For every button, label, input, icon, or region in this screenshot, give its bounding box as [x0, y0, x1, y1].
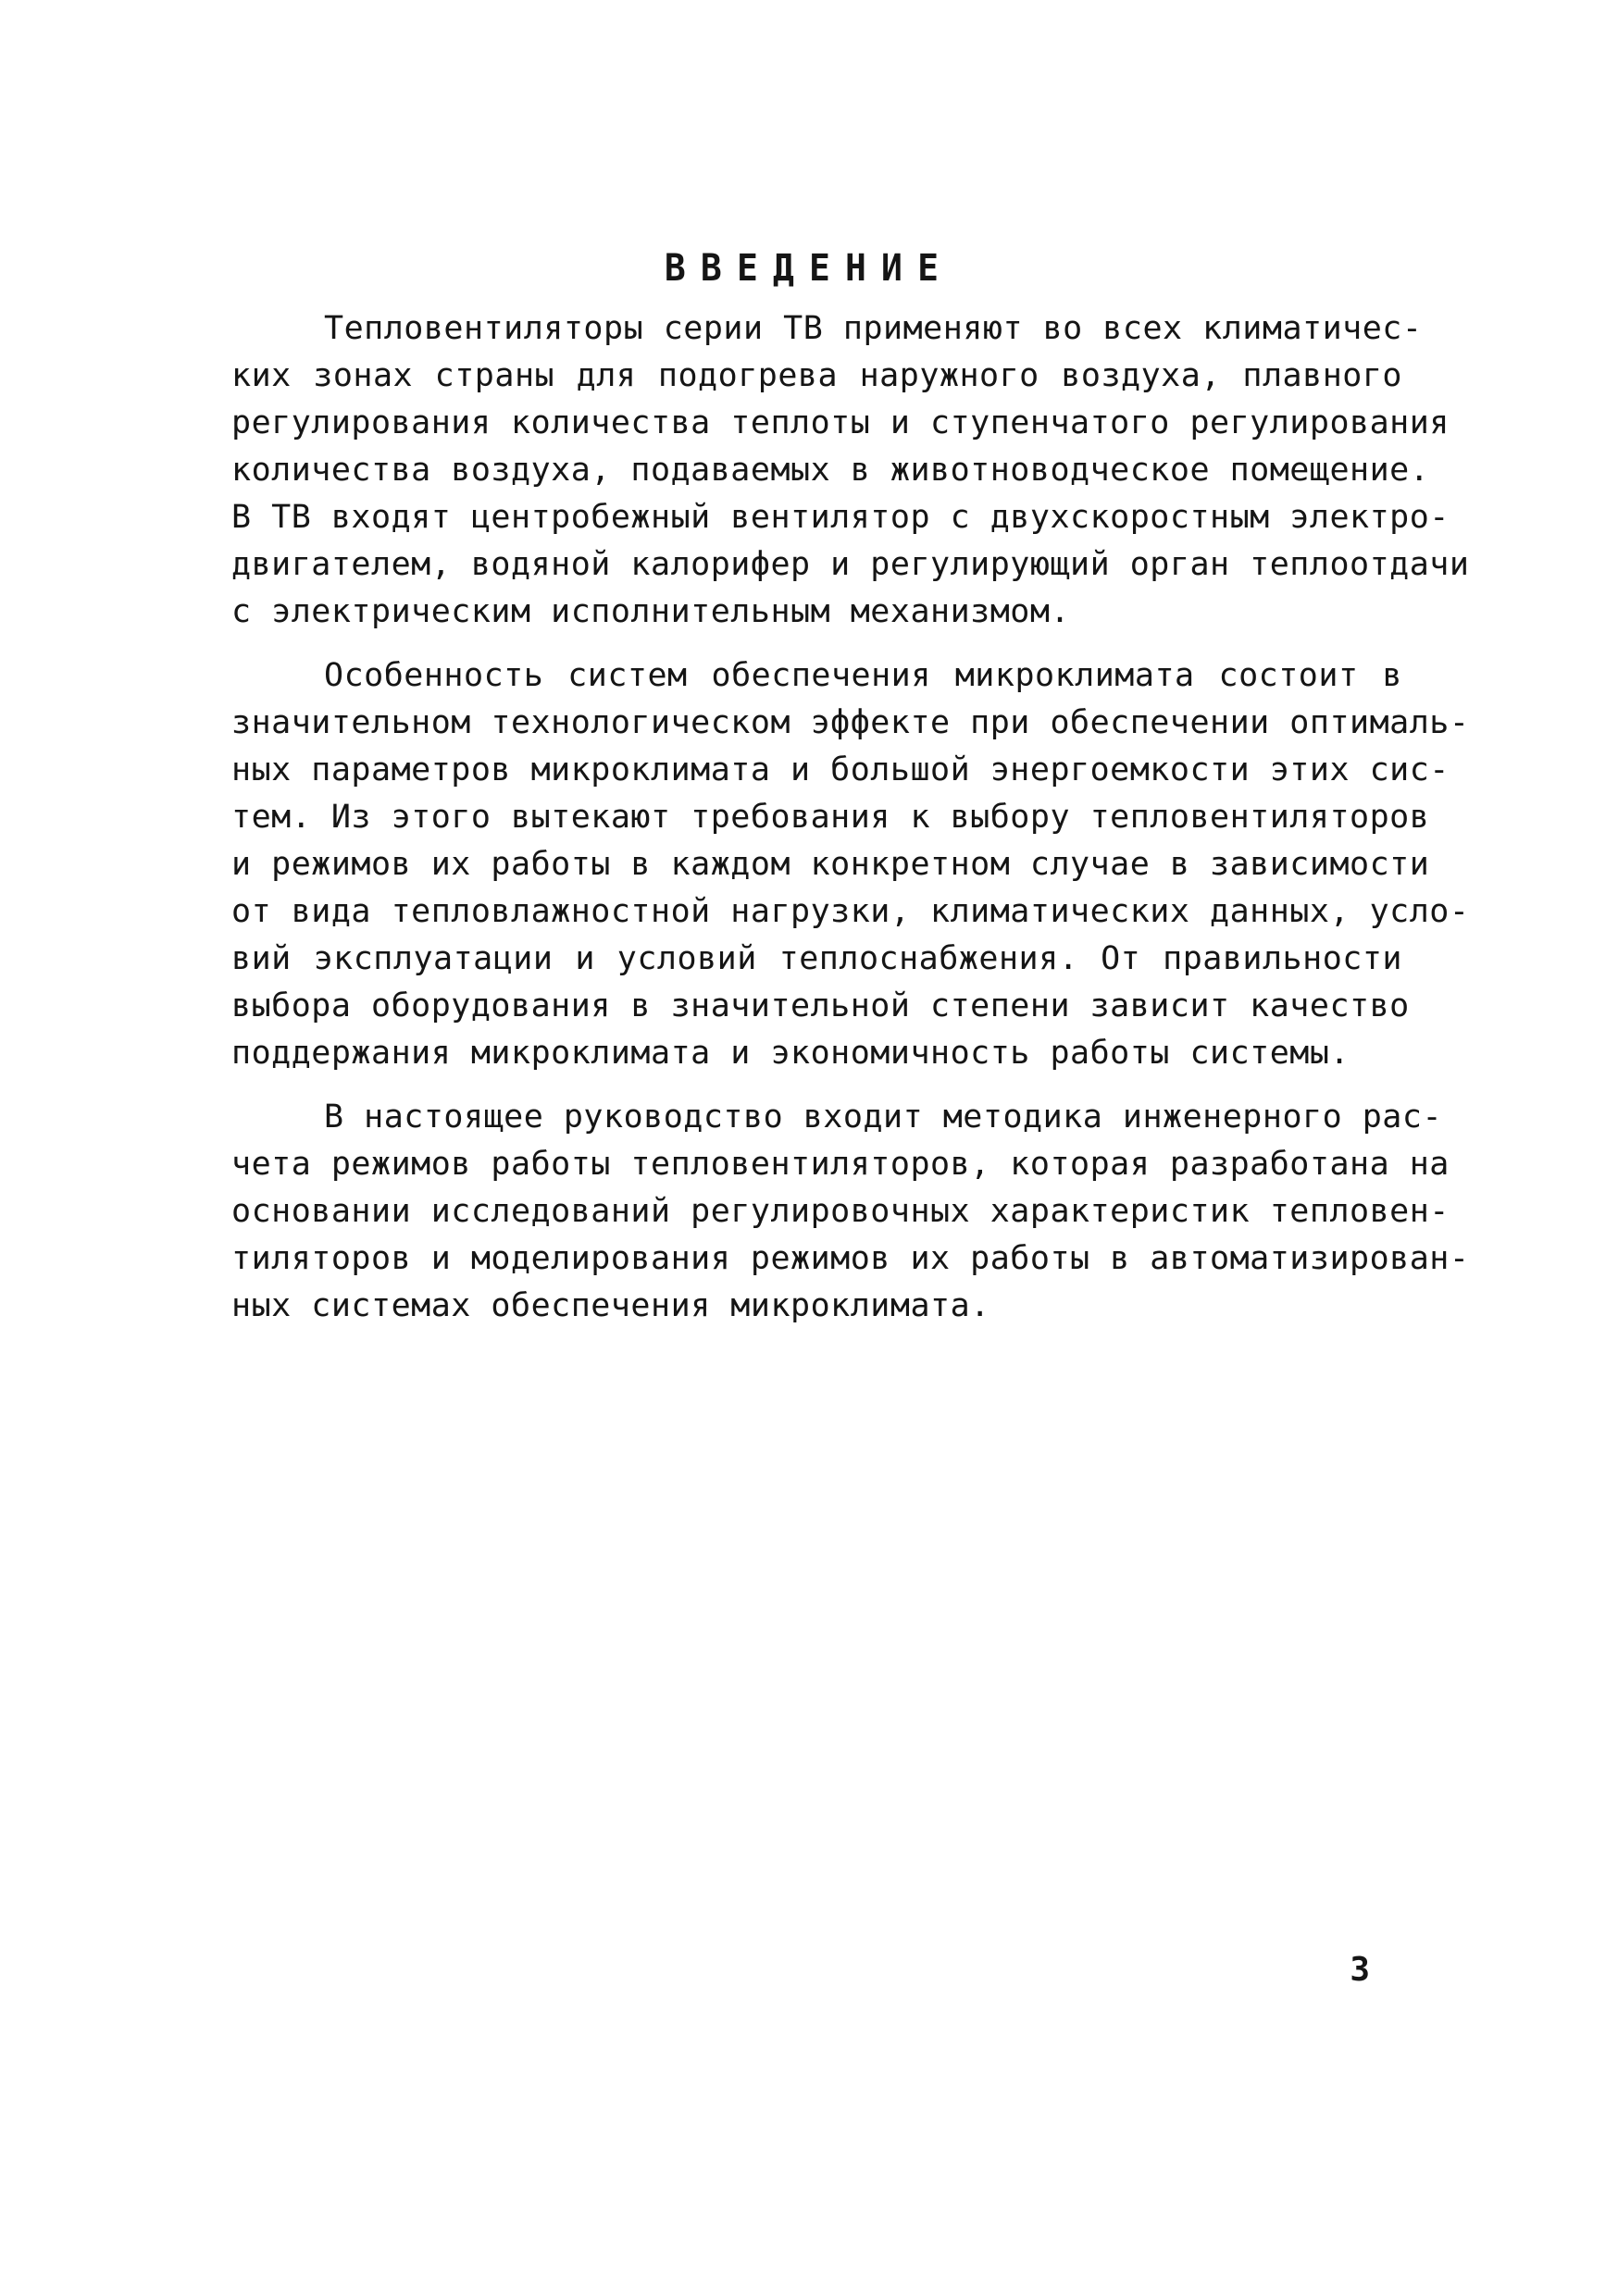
text-line: поддержания микроклимата и экономичность работы системы. [231, 1035, 1350, 1072]
text-line: В ТВ входят центробежный вентилятор с двухскоростным электро- [231, 499, 1450, 536]
paragraph-2 [231, 652, 1470, 1077]
text-line: чета режимов работы тепловентиляторов, которая разработана на [231, 1146, 1450, 1183]
text-line: с электрическим исполнительным механизмом. [231, 593, 1071, 630]
text-line: ных параметров микроклимата и большой энергоемкости этих сис- [231, 751, 1450, 788]
text-line: тиляторов и моделирования режимов их работы в автоматизирован- [231, 1240, 1470, 1277]
text-line: и режимов их работы в каждом конкретном случае в зависимости [231, 846, 1430, 883]
paragraph-gap [231, 1077, 1402, 1094]
paragraph-gap [231, 636, 1402, 652]
paragraph-1 [231, 305, 1470, 636]
text-line: количества воздуха, подаваемых в животноводческое помещение. [231, 452, 1430, 489]
document-body [231, 305, 1470, 1330]
page-number: 3 [1350, 1951, 1370, 1989]
text-line: вий эксплуатации и условий теплоснабжения. От правильности [231, 940, 1402, 977]
paragraph-3 [231, 1094, 1470, 1330]
text-line: В настоящее руководство входит методика инженерного рас- [324, 1098, 1443, 1136]
text-line: от вида тепловлажностной нагрузки, климатических данных, усло- [231, 893, 1470, 930]
text-line: ных системах обеспечения микроклимата. [231, 1287, 990, 1324]
section-heading: ВВЕДЕНИЕ [664, 247, 954, 290]
text-line: двигателем, водяной калорифер и регулирующий орган теплоотдачи [231, 546, 1470, 583]
text-line: ких зонах страны для подогрева наружного воздуха, плавного [231, 357, 1402, 394]
text-line: Особенность систем обеспечения микроклимата состоит в [324, 657, 1402, 694]
text-line: регулирования количества теплоты и ступенчатого регулирования [231, 404, 1450, 441]
text-line: тем. Из этого вытекают требования к выбору тепловентиляторов [231, 799, 1430, 836]
text-line: основании исследований регулировочных характеристик тепловен- [231, 1193, 1450, 1230]
text-line: выбора оборудования в значительной степени зависит качество [231, 987, 1410, 1024]
text-line: значительном технологическом эффекте при обеспечении оптималь- [231, 704, 1470, 741]
text-line: Тепловентиляторы серии ТВ применяют во всех климатичес- [324, 310, 1423, 347]
